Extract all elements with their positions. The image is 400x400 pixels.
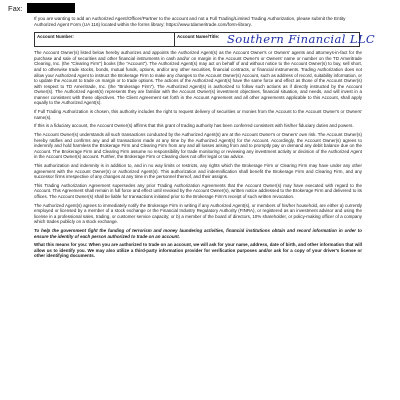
fax-number-redaction [27,3,75,13]
account-name-label: Account Name/Title: [177,34,220,40]
paragraph-indemnity: This authorization and indemnity is in addition to, and in no way limits or restricts, any rights which the Brokerage Firm or Clearing Firm may have under any other agreement with the Account Owner(s) or Authorized Agent(s). This authorization and indemnification shall benefit the Brokerage Firm and Clearing Firm, and any successor firms irrespective of any changes at any time in the personnel thereof, and their assigns. [34,162,362,180]
fax-header [8,2,75,14]
account-number-label: Account Number: [37,34,74,40]
paragraph-risk: The Account Owner(s) understands all such transactions conducted by the Authorized Agent(s) are at the Account Owner's or Owners' own risk. The Account Owner(s) hereby ratifies and confirms any and all transactions made at any time by the Authorized Agent(s) for the Account. Accordingly, the Account Owner(s) agrees to indemnify and hold harmless the Brokerage Firm and Clearing Firm from any and all losses arising from and to promptly pay on demand any debit balance due on the Account. The Brokerage Firm and Clearing Firm assume no responsibility for trade monitoring or reviewing any investment activity or decision of the Authorized Agent in the Account Owner(s) account. Further, the Brokerage Firm or Clearing does not offer legal or tax advice. [34,132,362,160]
paragraph-fiduciary: If this is a fiduciary account, the Account Owner(s) affirms that this grant of trading authority has been conferred consistent with his/her fiduciary duties and powers. [34,123,354,129]
paragraph-appointment: The Account Owner(s) listed below hereby authorizes and appoints the Authorized Agent(s) as the Account Owner's or Owners' agents and attorneys-in-fact for the purchase and sale of securities and other financial instruments in cash and/or on margin in the Account Owner's or Owners' name or number on the TD Ameritrade Clearing, Inc. (the "Clearing Firm") books (the "Account"). The Authorized Agent(s) may act on behalf of and without notice to the Account Owner(s) to buy, sell short, and to otherwise trade stocks, bonds, mutual funds, options, and/or any other securities, financial contracts, or financial instruments. Trading Authorization does not allow your Authorized Agent to instruct the Brokerage Firm to make any changes to the Account Owner(s) Account, such as address of record, suitability information, or to update the Account to trade on margin or to trade options. The actions of the Authorized Agent(s) have the same force and effect as those of the Account Owner(s) with respect to TD Ameritrade, Inc. (the "Brokerage Firm"). The Authorized Agent(s) is authorized to follow such actions as if directly instructed by the Account Owner(s). The Authorized Agent(s) represents they are familiar with the Account Owner(s) investment objectives, financial situation, and needs, and will invest in a manner consistent with these objectives. The Client Agreement set forth in the Account Agreement and all other agreements applicable to this Account, shall apply equally to the Authorized Agent(s). [34,50,362,106]
notice-what-this-means: What this means for you: When you are authorized to trade on an account, we will ask for your name, address, date of birth, and other information that will allow us to identify you. We may also utilize a third-party information provider for verification purposes and/or ask for a copy of your driver's license or other identifying documents. [34,242,362,259]
account-number-cell[interactable] [35,33,175,46]
notice-terrorism: To help the government fight the funding of terrorism and money laundering activities, financial institutions obtain and record information in order to ensure the identity of each person authorized to trade on an account. [34,228,362,239]
account-name-cell[interactable] [175,32,376,47]
intro-text: If you are wanting to add an Authorized Agent/Officer/Partner to the account and not a Full Trading/Limited Trading Authorization, please submit the Entity Authorized Agent Form (UA 116) located within the forms library: https://www.tdameritrade.com/form-library. [34,16,346,27]
paragraph-full-trading: If Full Trading Authorization is chosen, this authority includes the right to request delivery of securities or monies from the Account to the Account Owner's or Owners' name(s). [34,109,362,120]
paragraph-notify: The Authorized Agent(s) agrees to immediately notify the Brokerage Firm in writing if any Authorized Agent(s), or members of his/her household, are either a) currently employed or licensed by a member of a stock exchange or the Financial Industry Regulatory Authority (FINRA), or registered as an investment advisor and using the license in a professional sales, trading, or customer service capacity; or b) a member of the board of directors, 10% shareholder, or policy-making officer of a company which trades publicly on a stock exchange. [34,202,362,225]
paragraph-supersedes: This Trading Authorization Agreement supersedes any prior Trading Authorization Agreements that the Account Owner(s) may have executed with regard to the Account. This Agreement shall remain in full force and effect until revoked by the Account Owner(s), written notice addressed to the Brokerage Firm and delivered to its offices. The Account Owner(s) shall be liable for transactions initiated prior to the Brokerage Firm's receipt of such written revocation. [34,182,362,199]
fax-label: Fax: [8,3,23,13]
account-name-handwritten: Southern Financial LLC [227,32,376,47]
trading-authorization-document [34,16,376,259]
account-info-table [34,32,376,47]
